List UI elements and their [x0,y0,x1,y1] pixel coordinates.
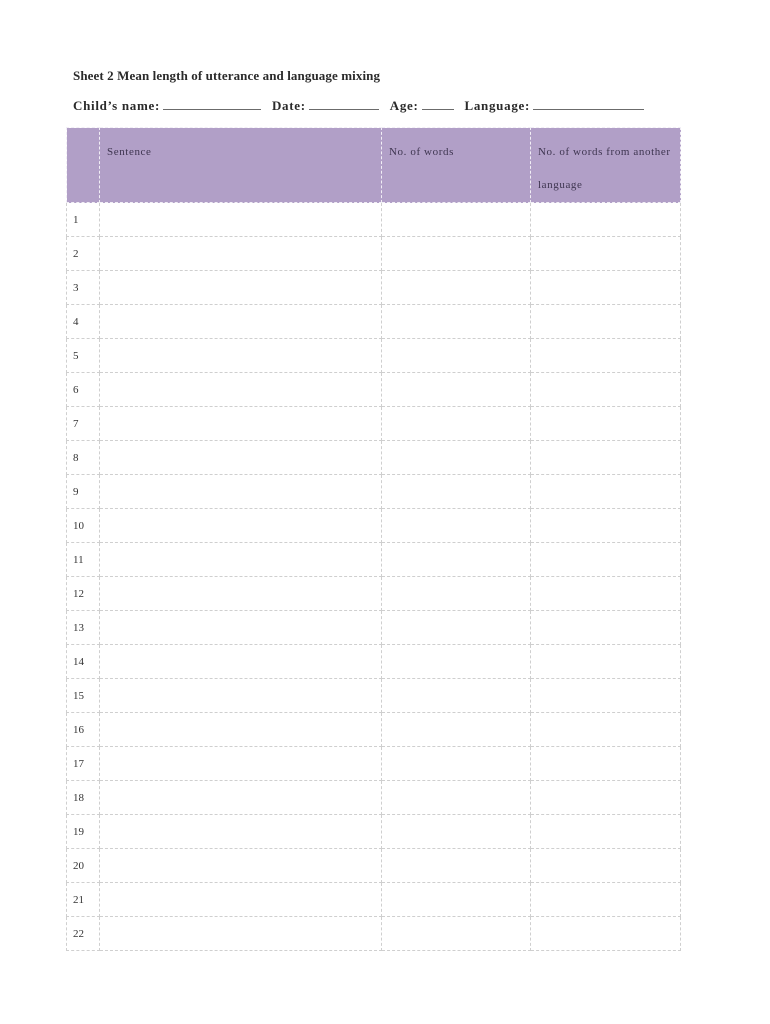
word-count-cell[interactable] [382,611,531,645]
age-blank[interactable] [422,97,454,110]
other-language-count-cell[interactable] [531,509,681,543]
sentence-cell[interactable] [100,611,382,645]
other-language-count-cell[interactable] [531,339,681,373]
word-count-cell[interactable] [382,577,531,611]
row-number: 2 [67,237,100,271]
sentence-cell[interactable] [100,237,382,271]
other-language-count-cell[interactable] [531,781,681,815]
other-language-count-cell[interactable] [531,917,681,951]
language-blank[interactable] [533,97,644,110]
word-count-cell[interactable] [382,475,531,509]
other-language-count-cell[interactable] [531,305,681,339]
table-row [67,271,681,305]
other-language-count-cell[interactable] [531,237,681,271]
word-count-cell[interactable] [382,747,531,781]
sentence-cell[interactable] [100,475,382,509]
table-row [67,339,681,373]
other-language-count-cell[interactable] [531,713,681,747]
word-count-cell[interactable] [382,509,531,543]
language-field [464,98,644,113]
sentence-cell[interactable] [100,679,382,713]
sentence-cell[interactable] [100,747,382,781]
sentence-cell[interactable] [100,713,382,747]
table-row [67,373,681,407]
table-row [67,883,681,917]
sentence-cell[interactable] [100,781,382,815]
word-count-cell[interactable] [382,373,531,407]
sentence-cell[interactable] [100,441,382,475]
date-label: Date: [271,98,306,113]
child-name-label: Child’s name: [73,98,160,113]
other-language-count-cell[interactable] [531,543,681,577]
date-blank[interactable] [309,97,379,110]
row-number: 18 [67,781,100,815]
row-number: 6 [67,373,100,407]
row-number: 19 [67,815,100,849]
row-number: 13 [67,611,100,645]
other-language-count-cell[interactable] [531,203,681,237]
word-count-cell[interactable] [382,883,531,917]
word-count-cell[interactable] [382,679,531,713]
other-language-count-cell[interactable] [531,849,681,883]
utterance-table [66,127,681,951]
header-no-of-words: No. of words [382,128,531,203]
row-number: 10 [67,509,100,543]
word-count-cell[interactable] [382,543,531,577]
row-number: 16 [67,713,100,747]
other-language-count-cell[interactable] [531,441,681,475]
row-number: 8 [67,441,100,475]
header-number [67,128,100,203]
row-number: 14 [67,645,100,679]
row-number: 5 [67,339,100,373]
other-language-count-cell[interactable] [531,883,681,917]
table-row [67,849,681,883]
word-count-cell[interactable] [382,781,531,815]
sentence-cell[interactable] [100,203,382,237]
row-number: 4 [67,305,100,339]
sentence-cell[interactable] [100,849,382,883]
table-header-row [67,128,681,203]
child-info-line [73,97,651,114]
sentence-cell[interactable] [100,339,382,373]
word-count-cell[interactable] [382,441,531,475]
row-number: 20 [67,849,100,883]
word-count-cell[interactable] [382,917,531,951]
other-language-count-cell[interactable] [531,577,681,611]
sentence-cell[interactable] [100,883,382,917]
child-name-field [73,98,265,113]
sentence-cell[interactable] [100,645,382,679]
child-name-blank[interactable] [163,97,261,110]
table-row [67,781,681,815]
sentence-cell[interactable] [100,305,382,339]
age-label: Age: [389,98,419,113]
other-language-count-cell[interactable] [531,373,681,407]
row-number: 21 [67,883,100,917]
header-sentence: Sentence [100,128,382,203]
sentence-cell[interactable] [100,407,382,441]
other-language-count-cell[interactable] [531,407,681,441]
word-count-cell[interactable] [382,305,531,339]
header-no-of-words-other-language: No. of words from another language [531,128,681,203]
word-count-cell[interactable] [382,849,531,883]
table-row [67,747,681,781]
word-count-cell[interactable] [382,271,531,305]
age-field [390,98,458,113]
table-row [67,577,681,611]
table-row [67,441,681,475]
row-number: 12 [67,577,100,611]
table-row [67,611,681,645]
table-row [67,237,681,271]
table-row [67,305,681,339]
other-language-count-cell[interactable] [531,475,681,509]
word-count-cell[interactable] [382,339,531,373]
table-row [67,679,681,713]
sentence-cell[interactable] [100,917,382,951]
other-language-count-cell[interactable] [531,747,681,781]
row-number: 22 [67,917,100,951]
table-row [67,713,681,747]
word-count-cell[interactable] [382,815,531,849]
word-count-cell[interactable] [382,645,531,679]
table-row [67,645,681,679]
date-field [272,98,383,113]
sentence-cell[interactable] [100,815,382,849]
sentence-cell[interactable] [100,577,382,611]
other-language-count-cell[interactable] [531,815,681,849]
table-row [67,917,681,951]
row-number: 15 [67,679,100,713]
row-number: 11 [67,543,100,577]
table-row [67,407,681,441]
other-language-count-cell[interactable] [531,611,681,645]
word-count-cell[interactable] [382,713,531,747]
row-number: 3 [67,271,100,305]
other-language-count-cell[interactable] [531,271,681,305]
sentence-cell[interactable] [100,543,382,577]
other-language-count-cell[interactable] [531,679,681,713]
row-number: 17 [67,747,100,781]
row-number: 7 [67,407,100,441]
table-row [67,815,681,849]
table-row [67,203,681,237]
sheet-title: Sheet 2 Mean length of utterance and language mixing [73,68,381,83]
other-language-count-cell[interactable] [531,645,681,679]
row-number: 9 [67,475,100,509]
table-row [67,543,681,577]
table-row [67,475,681,509]
table-body [67,203,681,951]
sentence-cell[interactable] [100,509,382,543]
table-row [67,509,681,543]
sentence-cell[interactable] [100,373,382,407]
word-count-cell[interactable] [382,237,531,271]
language-label: Language: [464,98,531,113]
sentence-cell[interactable] [100,271,382,305]
word-count-cell[interactable] [382,407,531,441]
row-number: 1 [67,203,100,237]
word-count-cell[interactable] [382,203,531,237]
